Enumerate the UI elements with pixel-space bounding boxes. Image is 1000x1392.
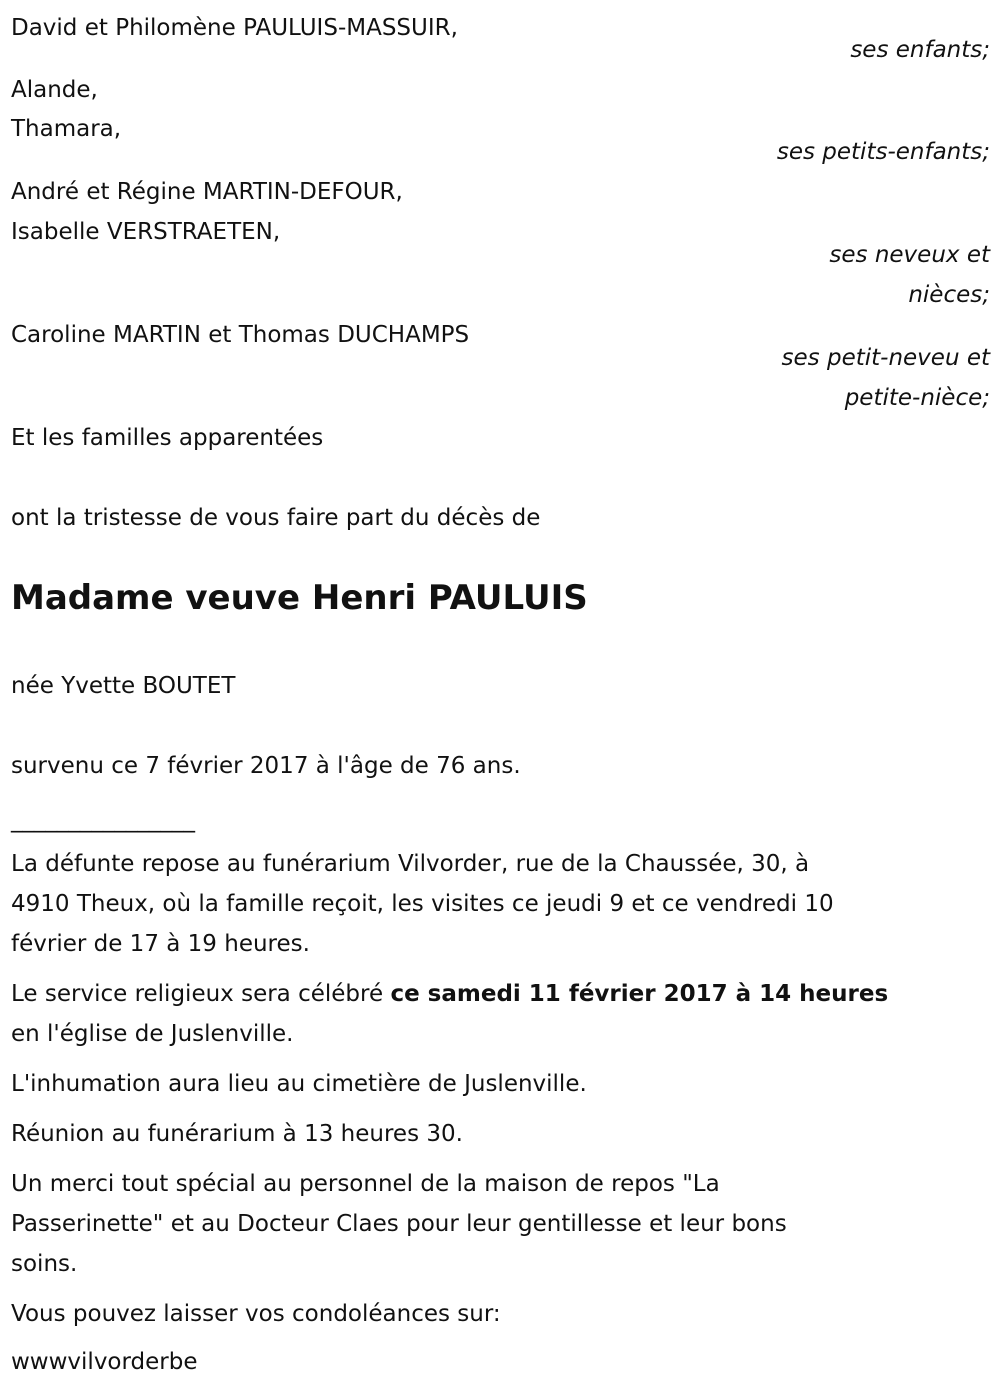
family-names: Caroline MARTIN et Thomas DUCHAMPS <box>11 322 470 348</box>
separator: ________________ <box>11 807 195 833</box>
relation-label: ses neveux et <box>829 242 990 268</box>
death-line: survenu ce 7 février 2017 à l'âge de 76 ans. <box>11 753 521 779</box>
family-names: Alande, <box>11 77 98 103</box>
born-name: née Yvette BOUTET <box>11 673 236 699</box>
deceased-name: Madame veuve Henri PAULUIS <box>11 578 588 618</box>
website: wwwvilvorderbe <box>11 1349 198 1375</box>
service-line <box>11 974 888 1014</box>
relation-label: petite-nièce; <box>844 385 990 411</box>
meeting: Réunion au funérarium à 13 heures 30. <box>11 1121 463 1147</box>
visitation-line: février de 17 à 19 heures. <box>11 931 310 957</box>
thanks-line: soins. <box>11 1251 78 1277</box>
service-prefix: Le service religieux sera célébré <box>11 981 391 1007</box>
family-names: Thamara, <box>11 116 122 142</box>
announcement: ont la tristesse de vous faire part du décès de <box>11 505 541 531</box>
service-place: en l'église de Juslenville. <box>11 1021 294 1047</box>
visitation-line: La défunte repose au funérarium Vilvorder, rue de la Chaussée, 30, à <box>11 851 810 877</box>
family-names: David et Philomène PAULUIS-MASSUIR, <box>11 15 458 41</box>
relation-label: ses petits-enfants; <box>776 139 990 165</box>
burial: L'inhumation aura lieu au cimetière de Juslenville. <box>11 1071 587 1097</box>
relation-label: ses petit-neveu et <box>781 345 990 371</box>
family-names: André et Régine MARTIN-DEFOUR, <box>11 179 403 205</box>
thanks-line: Un merci tout spécial au personnel de la maison de repos "La <box>11 1171 720 1197</box>
relation-label: ses enfants; <box>850 37 990 63</box>
relation-label: nièces; <box>908 282 990 308</box>
families-line: Et les familles apparentées <box>11 425 324 451</box>
service-date: ce samedi 11 février 2017 à 14 heures <box>390 981 889 1007</box>
visitation-line: 4910 Theux, où la famille reçoit, les visites ce jeudi 9 et ce vendredi 10 <box>11 891 834 917</box>
family-names: Isabelle VERSTRAETEN, <box>11 219 281 245</box>
condolences: Vous pouvez laisser vos condoléances sur: <box>11 1301 501 1327</box>
thanks-line: Passerinette" et au Docteur Claes pour leur gentillesse et leur bons <box>11 1211 787 1237</box>
